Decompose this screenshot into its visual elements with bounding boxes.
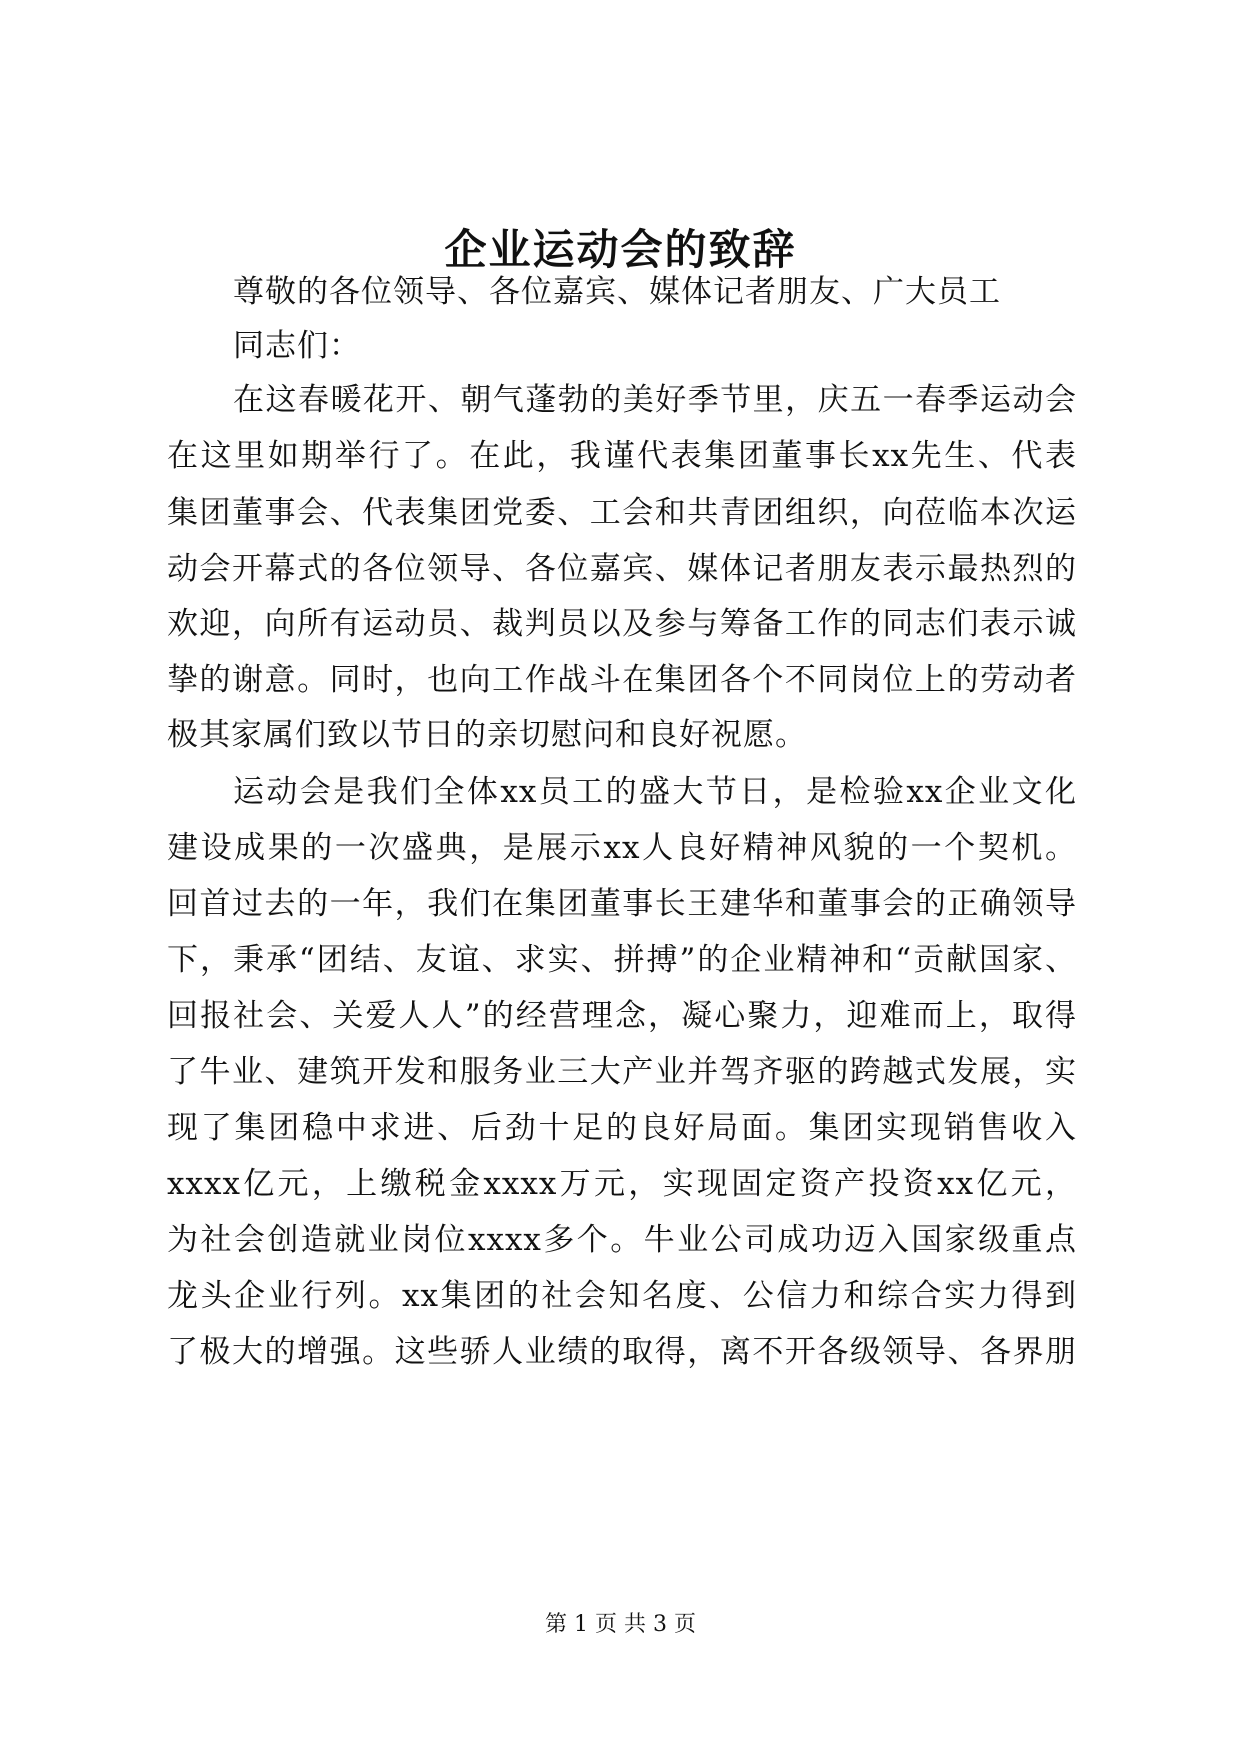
document-title: 企业运动会的致辞	[444, 225, 797, 274]
paragraph-line: 回首过去的一年，我们在集团董事长王建华和董事会的正确领导	[167, 886, 1077, 922]
paragraph-line: 为社会创造就业岗位xxxx多个。牛业公司成功迈入国家级重点	[167, 1222, 1077, 1258]
paragraph-line: 动会开幕式的各位领导、各位嘉宾、媒体记者朋友表示最热烈的	[167, 551, 1077, 587]
paragraph-line: 集团董事会、代表集团党委、工会和共青团组织，向莅临本次运	[167, 495, 1077, 531]
paragraph-line: xxxx亿元，上缴税金xxxx万元，实现固定资产投资xx亿元，	[167, 1166, 1077, 1202]
paragraph-line: 在这里如期举行了。在此，我谨代表集团董事长xx先生、代表	[167, 438, 1077, 474]
paragraph-line: 龙头企业行列。xx集团的社会知名度、公信力和综合实力得到	[167, 1278, 1077, 1314]
paragraph-line: 欢迎，向所有运动员、裁判员以及参与筹备工作的同志们表示诚	[167, 606, 1077, 642]
paragraph-line: 回报社会、关爱人人”的经营理念，凝心聚力，迎难而上，取得	[167, 998, 1077, 1034]
paragraph-line: 在这春暖花开、朝气蓬勃的美好季节里，庆五一春季运动会	[233, 382, 1077, 418]
paragraph-line: 建设成果的一次盛典，是展示xx人良好精神风貌的一个契机。	[167, 830, 1077, 866]
salutation-line: 尊敬的各位领导、各位嘉宾、媒体记者朋友、广大员工	[233, 274, 1001, 310]
paragraph-line: 运动会是我们全体xx员工的盛大节日，是检验xx企业文化	[233, 774, 1077, 810]
salutation-line: 同志们：	[233, 328, 361, 364]
paragraph-line: 挚的谢意。同时，也向工作战斗在集团各个不同岗位上的劳动者	[167, 662, 1077, 698]
paragraph-line: 下，秉承“团结、友谊、求实、拼搏”的企业精神和“贡献国家、	[167, 942, 1077, 978]
paragraph-line: 现了集团稳中求进、后劲十足的良好局面。集团实现销售收入	[167, 1110, 1077, 1146]
page-number-footer: 第 1 页 共 3 页	[545, 1612, 696, 1637]
paragraph-line: 极其家属们致以节日的亲切慰问和良好祝愿。	[167, 717, 807, 753]
paragraph-line: 了极大的增强。这些骄人业绩的取得，离不开各级领导、各界朋	[167, 1334, 1077, 1370]
paragraph-line: 了牛业、建筑开发和服务业三大产业并驾齐驱的跨越式发展，实	[167, 1054, 1077, 1090]
